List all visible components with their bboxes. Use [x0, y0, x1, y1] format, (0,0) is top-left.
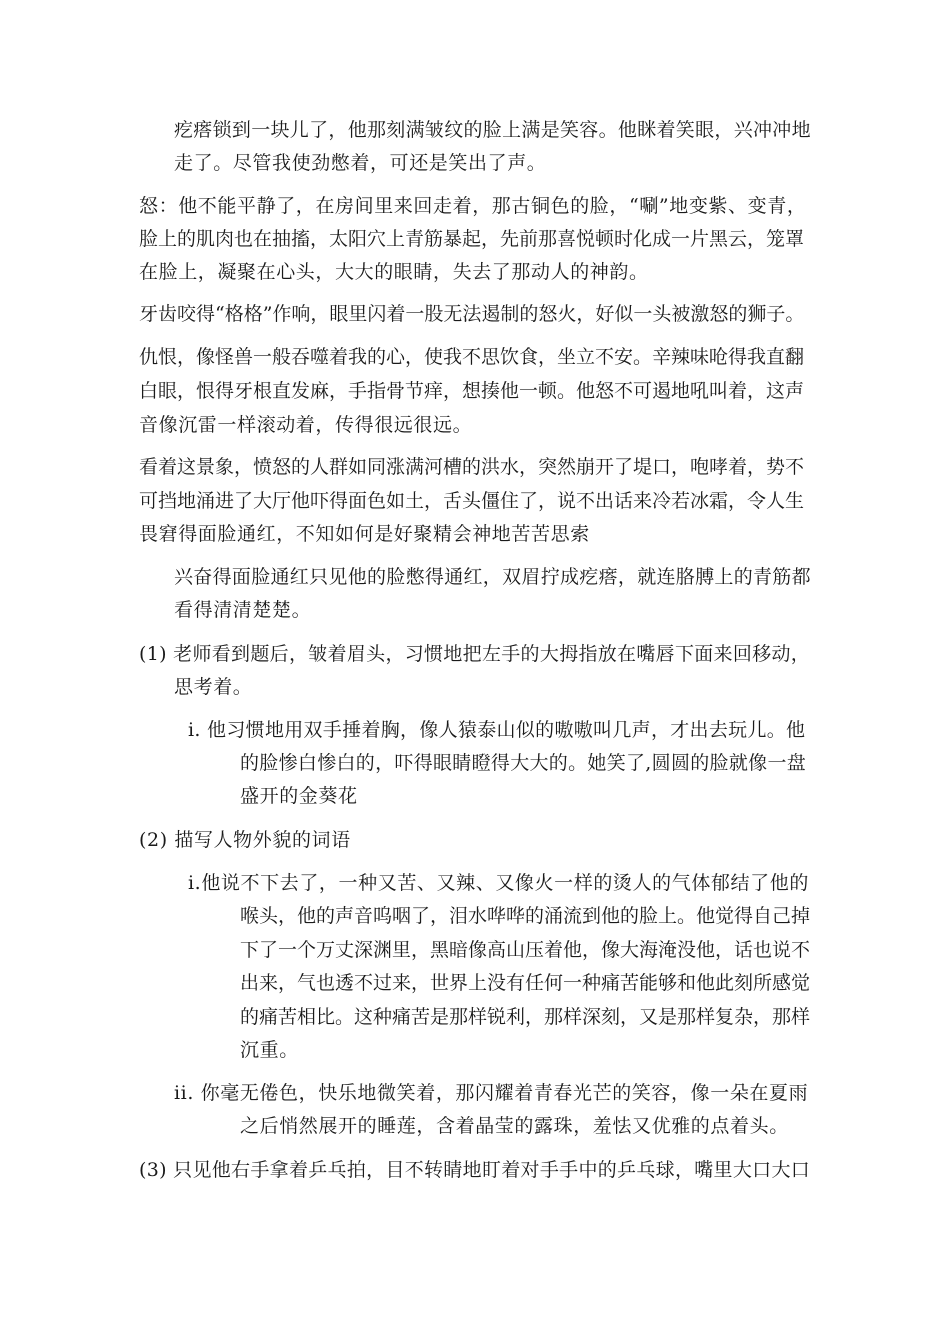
- sub-list-item-i: i.他说不下去了，一种又苦、又辣、又像火一样的烫人的气体郁结了他的: [188, 872, 809, 894]
- text-line: 思考着。: [174, 676, 253, 698]
- list-item-3: (3) 只见他右手拿着乒乓拍，目不转睛地盯着对手手中的乒乓球，嘴里大口大口: [139, 1159, 811, 1181]
- text-line: 可挡地涌进了大厅他吓得面色如土，舌头僵住了，说不出话来冷若冰霜，令人生: [139, 490, 805, 512]
- text-line: 在脸上，凝聚在心头，大大的眼睛，失去了那动人的神韵。: [139, 261, 649, 283]
- sub-list-item-ii: ii. 你毫无倦色，快乐地微笑着，那闪耀着青春光芒的笑容，像一朵在夏雨: [174, 1082, 809, 1104]
- text-line: 怒：他不能平静了，在房间里来回走着，那古铜色的脸，“唰”地变紫、变青，: [139, 195, 807, 217]
- text-line: 牙齿咬得“格格”作响，眼里闪着一股无法遏制的怒火，好似一头被激怒的狮子。: [139, 303, 805, 325]
- text-line: 喉头，他的声音呜咽了，泪水哗哗的涌流到他的脸上。他觉得自己掉: [240, 905, 811, 927]
- sub-list-item-i: i. 他习惯地用双手捶着胸，像人猿泰山似的嗷嗷叫几声，才出去玩儿。他: [188, 719, 806, 741]
- text-line: 之后悄然展开的睡莲，含着晶莹的露珠，羞怯又优雅的点着头。: [240, 1115, 789, 1137]
- text-line: 出来，气也透不过来，世界上没有任何一种痛苦能够和他此刻所感觉: [240, 972, 811, 994]
- text-line: 的脸惨白惨白的，吓得眼睛瞪得大大的。她笑了,圆圆的脸就像一盘: [240, 752, 807, 774]
- text-line: 看得清清楚楚。: [174, 599, 312, 621]
- text-line: 音像沉雷一样滚动着，传得很远很远。: [139, 414, 473, 436]
- text-line: 白眼，恨得牙根直发麻，手指骨节痒，想揍他一顿。他怒不可遏地吼叫着，这声: [139, 380, 805, 402]
- text-line: 疙瘩锁到一块儿了，他那刻满皱纹的脸上满是笑容。他眯着笑眼，兴冲冲地: [174, 119, 811, 141]
- text-line: 脸上的肌肉也在抽搐，太阳穴上青筋暴起，先前那喜悦顿时化成一片黑云，笼罩: [139, 228, 805, 250]
- text-line: 沉重。: [240, 1039, 299, 1061]
- text-line: 的痛苦相比。这种痛苦是那样锐利，那样深刻，又是那样复杂，那样: [240, 1006, 811, 1028]
- list-item-1: (1) 老师看到题后，皱着眉头，习惯地把左手的大拇指放在嘴唇下面来回移动，: [139, 643, 811, 665]
- text-line: 仇恨，像怪兽一般吞噬着我的心，使我不思饮食，坐立不安。辛辣味呛得我直翻: [139, 346, 805, 368]
- text-line: 看着这景象，愤怒的人群如同涨满河槽的洪水，突然崩开了堤口，咆哮着，势不: [139, 456, 805, 478]
- text-line: 畏窘得面脸通红，不知如何是好聚精会神地苦苦思索: [139, 523, 590, 545]
- text-line: 走了。尽管我使劲憋着，可还是笑出了声。: [174, 152, 547, 174]
- list-item-2: (2) 描写人物外貌的词语: [139, 829, 351, 851]
- text-line: 下了一个万丈深渊里，黑暗像高山压着他，像大海淹没他，话也说不: [240, 939, 811, 961]
- text-line: 盛开的金葵花: [240, 785, 358, 807]
- text-line: 兴奋得面脸通红只见他的脸憋得通红，双眉拧成疙瘩，就连胳膊上的青筋都: [174, 566, 811, 588]
